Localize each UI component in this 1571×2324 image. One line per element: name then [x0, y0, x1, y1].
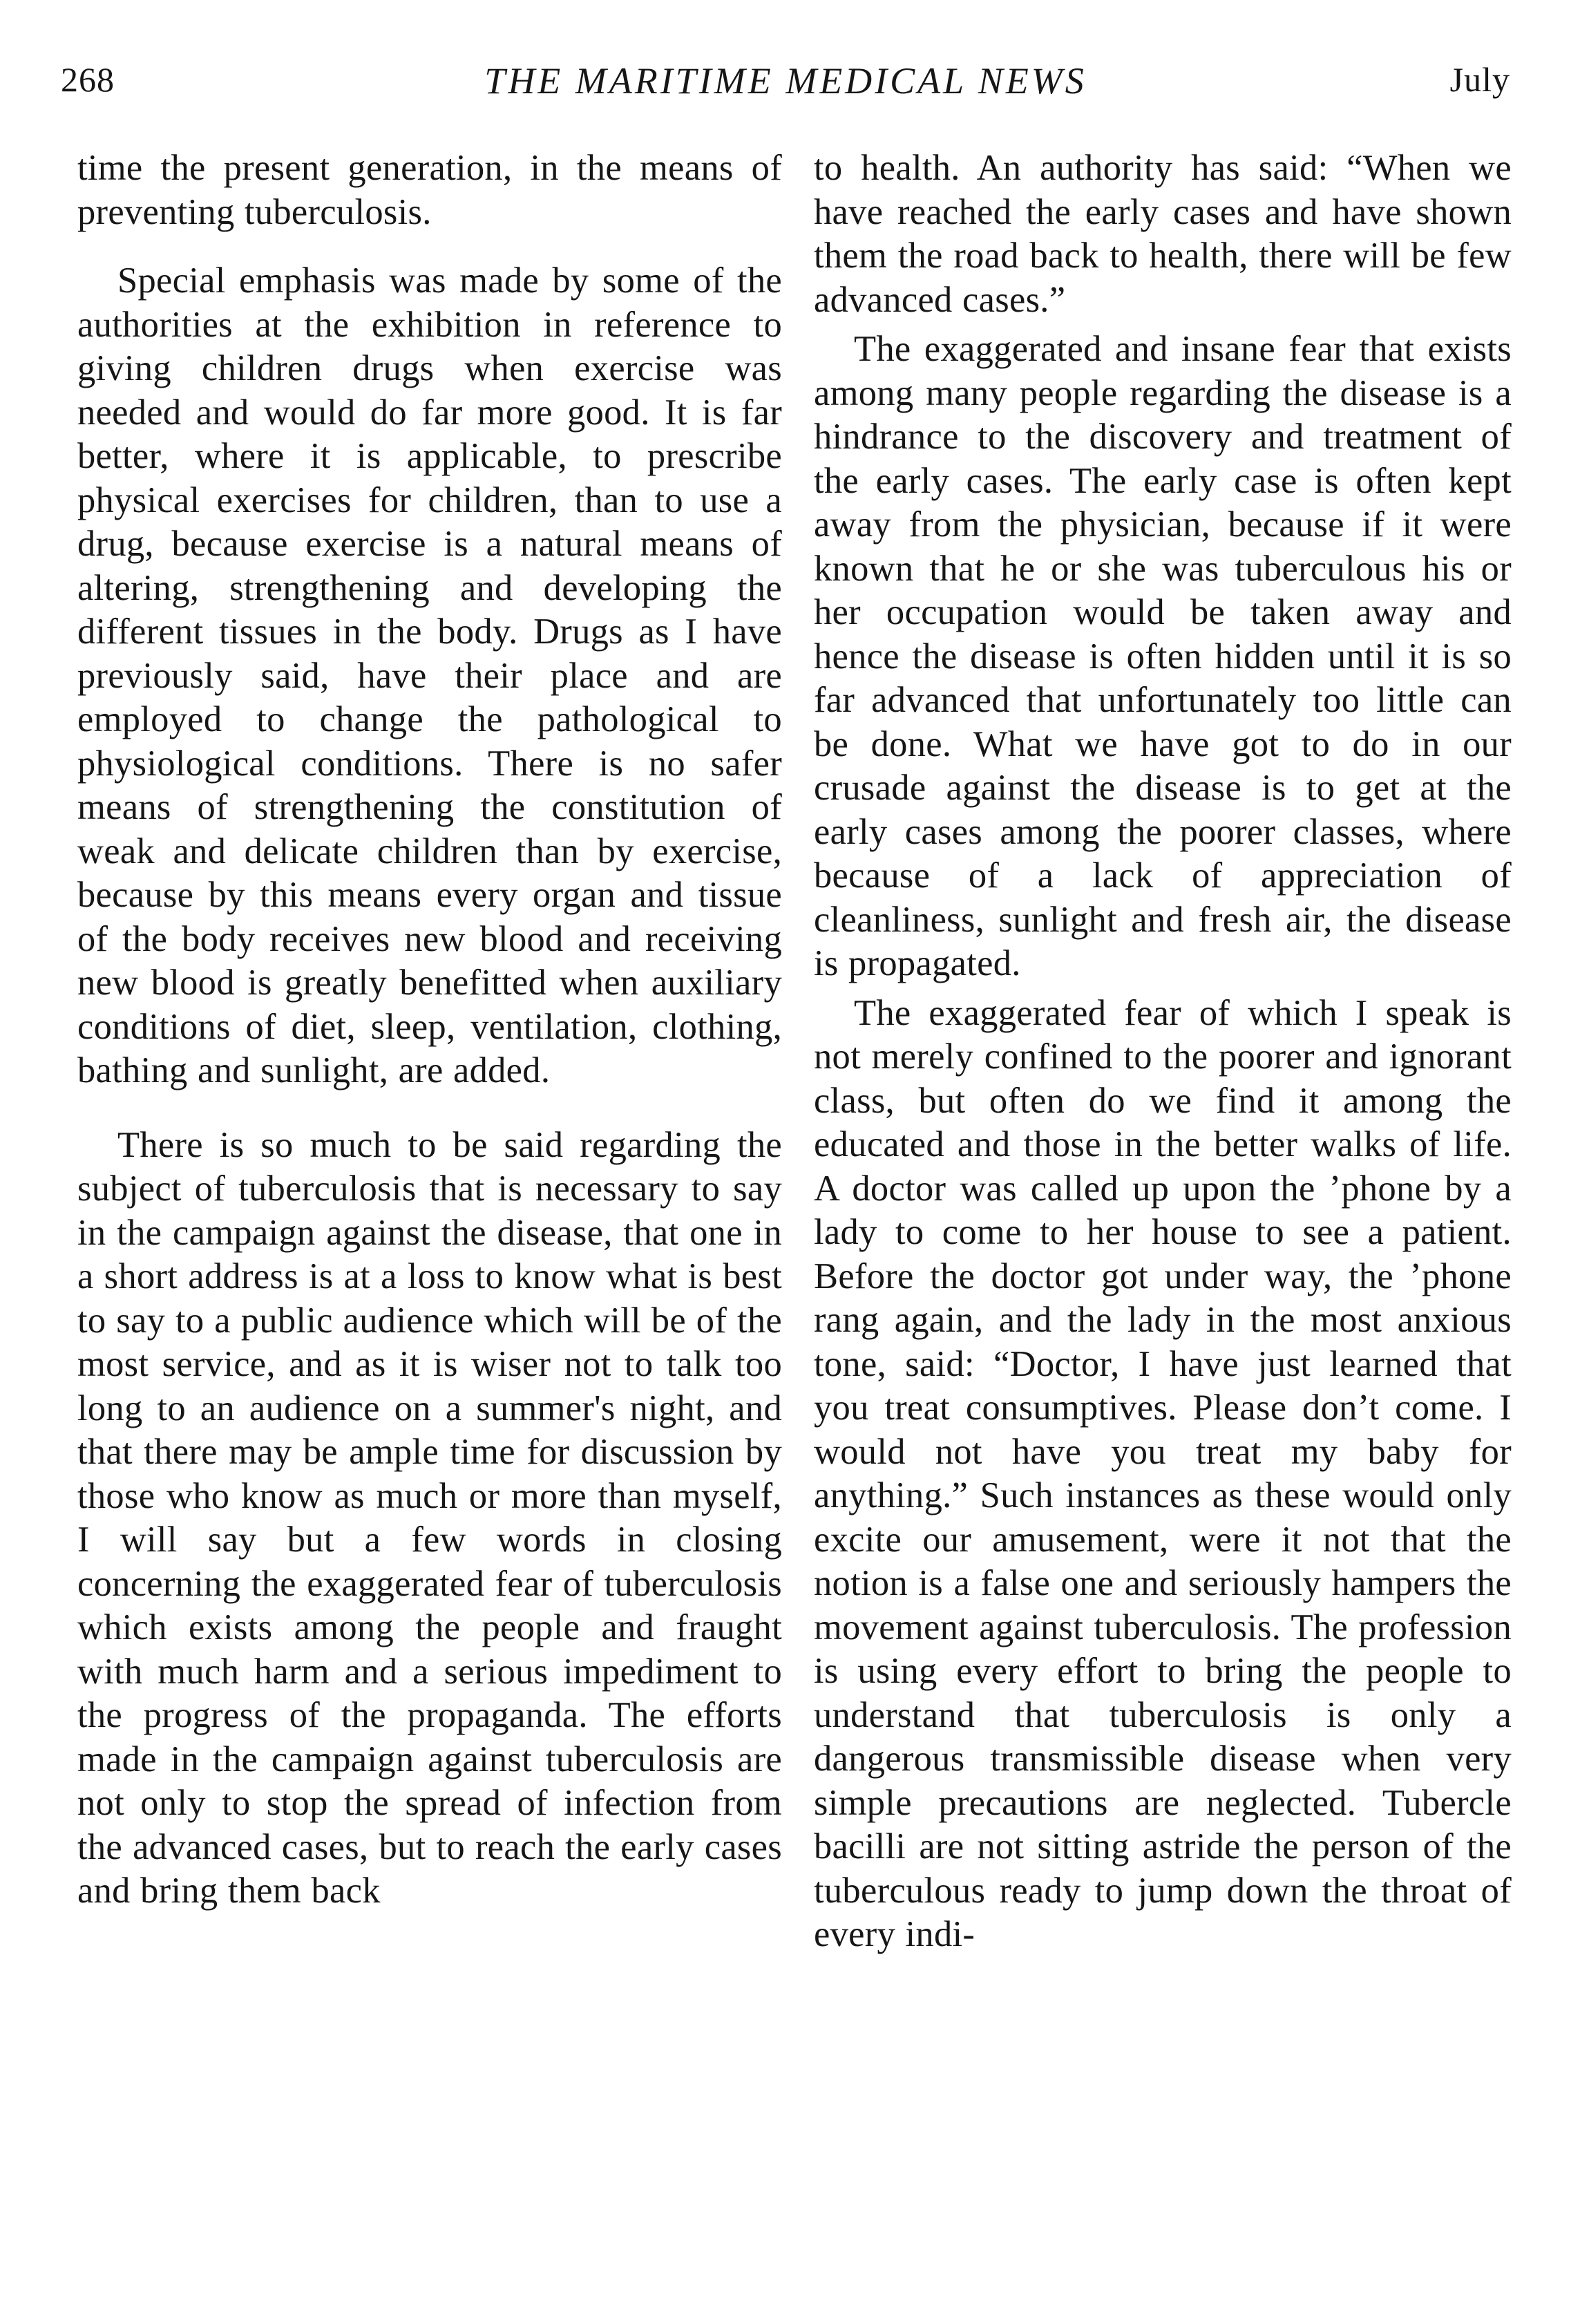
paragraph: Special emphasis was made by some of the authorities at the exhibition in reference to giving children drugs when exercise was needed and would do far more good. It is far better, where it is applicable, to prescribe physical exercises for children, than to use a drug, because exercise is a natural means of altering, strengthening and developing the different tissues in the body. Drugs as I have previously said, have their place and are employed to change the pathological to physiological conditions. There is no safer means of strengthening the constitution of weak and delicate children than by exercise, because by this means every organ and tissue of the body receives new blood and receiving new blood is greatly benefitted when auxiliary conditions of diet, sleep, ventilation, clothing, bathing and sunlight, are added.: [77, 261, 782, 1090]
issue-month: July: [1449, 60, 1510, 99]
journal-title: THE MARITIME MEDICAL NEWS: [484, 60, 1087, 102]
paragraph: The exaggerated and insane fear that exists among many people regarding the disease is a hindrance to the discovery and treatment of the early cases. The early case is often kept away from the physician, because if it were known that he or she was tuberculous his or her occupation would be taken away and hence the disease is often hidden until it is so far advanced that unfortunately too little can be done. What we have got to do in our crusade against the disease is to get at the early cases among the poorer classes, where because of a lack of appreciation of cleanliness, sunlight and fresh air, the disease is propagated.: [814, 329, 1512, 983]
paragraph: time the present generation, in the means of preventing tuberculosis.: [77, 148, 782, 232]
page-number: 268: [61, 60, 115, 99]
running-header: [61, 59, 1510, 115]
paragraph: to health. An authority has said: “When we have reached the early cases and have shown them the road back to health, there will be few advanced cases.”: [814, 148, 1512, 320]
left-column: [77, 147, 782, 1914]
paragraph: There is so much to be said regarding the subject of tuberculosis that is necessary to say in the campaign against the disease, that one in a short address is at a loss to know what is best to say to a public audience which will be of the most service, and as it is wiser not to talk too long to an audience on a summer's night, and that there may be ample time for discussion by those who know as much or more than myself, I will say but a few words in closing concerning the exaggerated fear of tuberculosis which exists among the people and fraught with much harm and a serious impediment to the progress of the propaganda. The efforts made in the campaign against tuberculosis are not only to stop the spread of infection from the advanced cases, but to reach the early cases and bring them back: [77, 1124, 782, 1911]
right-column: [814, 147, 1512, 1957]
paragraph: The exaggerated fear of which I speak is not merely confined to the poorer and ignorant class, but often do we find it among the educated and those in the better walks of life. A doctor was called up upon the ’phone by a lady to come to her house to see a patient. Before the doctor got under way, the ’phone rang again, and the lady in the most anxious tone, said: “Doctor, I have just learned that you treat consumptives. Please don’t come. I would not have you treat my baby for anything.” Such instances as these would only excite our amusement, were it not that the notion is a false one and seriously hampers the movement against tuberculosis. The profession is using every effort to bring the people to understand that tuberculosis is only a dangerous transmissible disease when very simple precautions are neglected. Tubercle bacilli are not sitting astride the person of the tuberculous ready to jump down the throat of every indi-: [814, 992, 1512, 1954]
